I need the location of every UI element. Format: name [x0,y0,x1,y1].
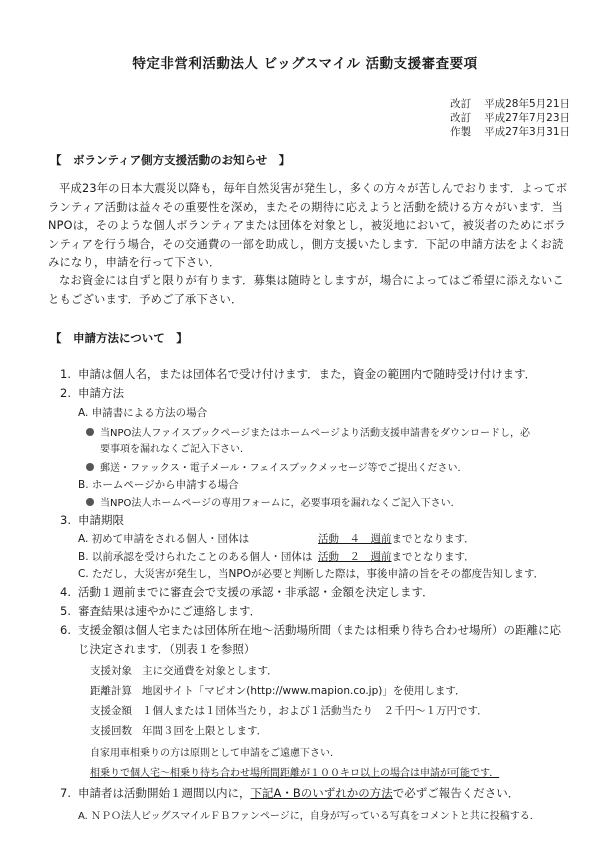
sub-item-3a-label: A. 初めて申請をされる個人・団体は [78,533,250,545]
bullet-icon [86,463,94,471]
sub-item-2b: B. ホームページから申請する場合 [78,479,239,491]
bullet-icon [86,428,94,436]
revision-kind: 改訂 [450,98,472,110]
bullet-text: 当NPO法人ファイスブックページまたはホームページより活動支援申請書をダウンロードし，必 [100,428,530,439]
list-text: 申請は個人名，または団体名で受け付けます．また，資金の範囲内で随時受け付けます． [78,367,537,381]
list-text: で必ずご報告ください． [392,786,520,800]
list-number: 1. [60,367,71,381]
deadline-value: 活動 ２ 週前 [318,551,392,563]
revision-kind: 作製 [450,126,472,138]
sub-item-3c: C. ただし，大災害が発生し，当NPOが必要と判断した際は，事後申請の旨をその都度告知します． [78,568,545,580]
list-number: 3. [60,513,71,527]
detail-label: 支援回数 [90,725,132,737]
detail-row [90,703,488,718]
sub-item-3b-label: B. 以前承認を受けられたことのある個人・団体は [78,551,313,563]
list-number: 5. [60,604,71,618]
bullet-icon [86,498,94,506]
bullet-text: 当NPO法人ホームページの専用フォームに，必要事項を漏れなくご記入下さい． [100,498,461,509]
list-text: 申請者は活動開始１週間以内に， [78,786,251,800]
sub-item-3a-deadline [318,531,475,546]
list-number: 7. [60,786,71,800]
revision-date: 平成27年7月23日 [484,112,570,124]
method-heading: 【 申請方法について 】 [50,331,188,345]
list-item-6-continuation: じ決定されます．（別表１を参照） [78,642,256,656]
bullet-item [86,424,530,439]
detail-value: １個人または１団体当たり，および１活動当たり ２千円～１万円です． [142,705,488,717]
sub-item-2a: A. 申請書による方法の場合 [78,407,208,419]
revision-date: 平成28年5月21日 [484,98,570,110]
list-number: 4. [60,585,71,599]
list-item-6 [60,622,561,638]
detail-label: 距離計算 [90,685,132,697]
document-title: 特定非営利活動法人 ビッグスマイル 活動支援審査要項 [132,56,478,72]
list-item-5 [60,603,261,619]
detail-row [90,663,278,678]
bullet-item [86,459,468,474]
revision-kind: 改訂 [450,112,472,124]
list-text: 活動１週前までに審査会で支援の承認・非承認・金額を決定します． [78,585,434,599]
revision-line [450,96,570,111]
bullet-item [86,494,461,509]
list-item-2 [60,385,124,401]
note-carpool: 自家用車相乗りの方は原則として申請をご遠慮下さい． [90,748,340,759]
list-item-7 [60,785,519,801]
deadline-value: 活動 ４ 週前 [318,533,392,545]
deadline-tail: までとなります． [391,533,475,545]
detail-value: 年間３回を上限とします． [142,725,268,737]
sub-item-7a: A. ＮＰＯ法人ビッグスマイルＦＢファンページに，自身が写っている写真をコメントと共に投稿する． [78,811,540,822]
bullet-continuation: 要事項を漏れなくご記入下さい． [100,444,250,455]
detail-row [90,683,466,698]
revision-date: 平成27年3月31日 [484,126,570,138]
list-item-3 [60,512,124,528]
detail-value: 地図サイト「マピオン(http://www.mapion.co.jp)」を使用します． [142,685,466,697]
list-text: 申請方法 [78,386,124,400]
notice-heading: 【 ボランティア側方支援活動のお知らせ 】 [50,153,291,167]
revision-line [450,124,570,139]
notice-paragraph-2: なお資金には自ずと限りが有ります．募集は随時としますが，場合によってはご希望に添えないこともございます．予めご了承下さい． [48,274,564,306]
list-number: 2. [60,386,71,400]
bullet-text: 郵送・ファックス・電子メール・フェイスブックメッセージ等でご提出ください． [100,463,468,474]
list-text: 審査結果は速やかにご連絡します． [78,604,262,618]
detail-label: 支援対象 [90,665,132,677]
detail-value: 主に交通費を対象とします． [142,665,278,677]
note-carpool-exception: 相乗りで個人宅～相乗り待ち合わせ場所間距離が１００キロ以上の場合は申請が可能です． [90,768,500,779]
list-text: 申請期限 [78,513,124,527]
detail-row [90,723,267,738]
list-text-emphasis: 下記A・Bのいずれかの方法 [250,786,393,800]
detail-label: 支援金額 [90,705,132,717]
list-number: 6. [60,623,71,637]
list-text: 支援金額は個人宅または団体所在地～活動場所間（または相乗り待ち合わせ場所）の距離に応 [78,623,561,637]
revision-line [450,110,570,125]
notice-paragraph-1: 平成23年の日本大震災以降も，毎年自然災害が発生し，多くの方々が苦しんでおります．よってボランティア活動は益々その重要性を深め，またその期待に応えようと活動を続ける方々がいます．当NPOは，そのような個人ボランティアまたは団体を対象とし，被災地において，被災者のためにボランティアを行う場合，その交通費の一部を助成し，側方支援いたします．下記の申請方法をよくお読みになり，申請を行って下さい． [48,182,568,269]
list-item-4 [60,584,434,600]
sub-item-3b-deadline [318,549,475,564]
deadline-tail: までとなります． [391,551,475,563]
list-item-1 [60,366,536,382]
